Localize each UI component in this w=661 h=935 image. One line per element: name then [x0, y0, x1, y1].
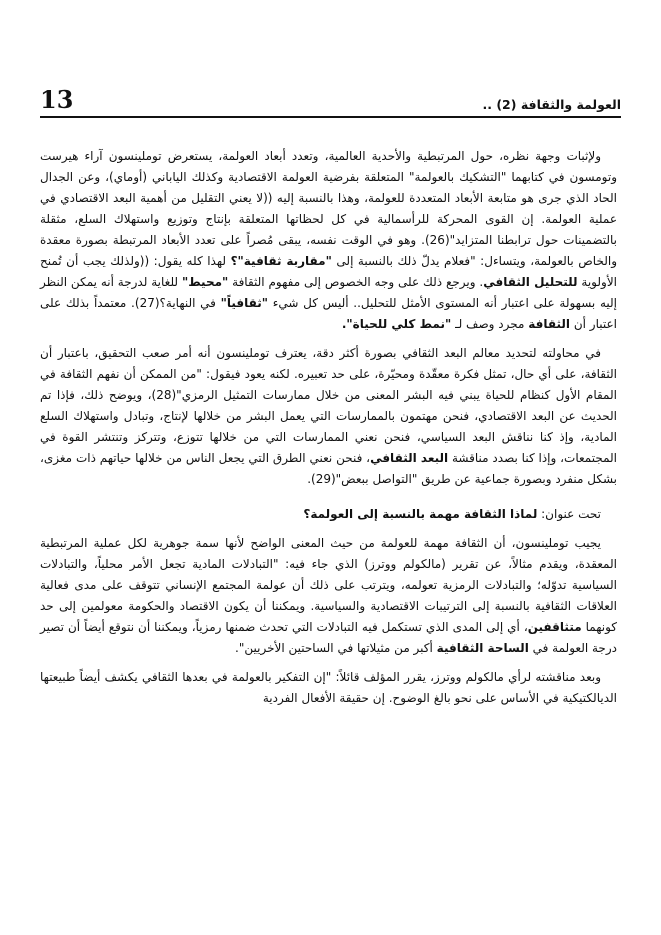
text-run: يجيب توملينسون، أن الثقافة مهمة للعولمة من حيث المعنى الواضح لأنها سمة جوهرية لكل عملية المرتبطية المعقدة، ويقدم مثالاً، عن تقرير (مالكولم ووترز) الذي جاء فيه: "التبادلات المادية تجعل الأمر محلياً، والتبادلات السياسية تدوّله؛ والتبادلات الرمزية تعولمه، ويترتب على ذلك أن عولمة المجتمع الإنساني تتوقف على مدى فعالية العلاقات الثقافية بالنسبة إلى الترتيبات الاقتصادية والسياسية. ويمكننا أن يكون الاقتصاد والحكومة معولمين إلى حد كونهما — [40, 536, 618, 634]
section-heading — [40, 504, 617, 525]
text-run: مجرد وصف لـ — [451, 317, 529, 331]
text-run: وبعد مناقشته لرأي مالكولم ووترز، يقرر المؤلف قائلاً: "إن التفكير بالعولمة في بعدها الثقافي يكشف أيضاً طبيعتها الديالكتيكية في الأساس على نحو بالغ الوضوح. إن حقيقة الأفعال الفردية — [40, 670, 617, 705]
bold-phrase: "ثقافياً" — [220, 296, 269, 310]
bold-phrase: الثقافة — [528, 317, 571, 331]
bold-phrase: "مقاربة ثقافية"؟ — [230, 254, 332, 268]
text-run: أكبر من مثيلاتها في الساحتين الأخريين". — [235, 641, 437, 655]
bold-phrase: "محيط" — [181, 275, 229, 289]
text-run: تحت عنوان: — [537, 507, 601, 521]
body-text — [40, 146, 617, 709]
text-run: ولإثبات وجهة نظره، حول المرتبطية والأحدية العالمية، وتعدد أبعاد العولمة، يستعرض توملينسون آراء هيرست وتومسون في كتابهما "التشكيك بالعولمة" المتعلقة بفرضية العولمة الاقتصادية وكذلك الياباني (أوماي)، وعن الجدال الحاد الذي جرى هو متابعة الأبعاد المتعددة للعولمة، وهذا بالنسبة إليه ((لا يعني التقليل من أهمية البعد الاقتصادي في عملية العولمة. إن القوى المحركة للرأسمالية في كل لحظاتها المتعلقة بإنتاج وتوزيع واستهلاك السلع، مثقلة بالتضمينات حول ترابطنا المتزايد"(26). وهو في الوقت نفسه، يبقى مُصراً على تعدد الأبعاد المرتبطة بصورة معقدة والخاص بالعولمة، ويتساءل: "فعلام يدلّ ذلك بالنسبة إلى — [40, 149, 617, 268]
bold-phrase: الساحة الثقافية — [436, 641, 529, 655]
text-run: ، فنحن نعني الطرق التي يجعل الناس من خلالها حياتهم ذات مغزى، بشكل منفرد وبصورة جماعية عن طريق "التواصل ببعض"(29). — [40, 451, 617, 486]
bold-phrase: للتحليل الثقافي — [483, 275, 578, 289]
paragraph — [40, 146, 617, 335]
text-run: للغاية لدرجة أنه يمكن النظر إليه بسهولة على اعتبار أنه المستوى الأمثل للتحليل.. أليس كل شيء — [40, 275, 617, 310]
text-run: في النهاية؟(27). معتمداً بذلك على اعتبار أن — [40, 296, 617, 331]
paragraph — [40, 533, 617, 659]
running-title: العولمة والثقافة (2) .. — [482, 97, 621, 112]
bold-phrase: متثاقفين — [527, 620, 582, 634]
text-run: . ويرجع ذلك على وجه الخصوص إلى مفهوم الثقافة — [228, 275, 484, 289]
text-run: ، أي إلى المدى الذي تستكمل فيه التبادلات التي تحدث ضمنها رمزياً، ويمكننا أن نتوقع أيضاً أن تصير درجة العولمة في — [40, 620, 617, 655]
bold-phrase: لماذا الثقافة مهمة بالنسبة إلى العولمة؟ — [303, 507, 538, 521]
page-header — [40, 82, 621, 112]
bold-phrase: "نمط كلي للحياة". — [341, 317, 452, 331]
text-run: في محاولته لتحديد معالم البعد الثقافي بصورة أكثر دقة، يعترف توملينسون أنه أمر صعب التحقيق، باعتبار أن الثقافة، على أي حال، تمثل فكرة معقّدة ومحيّرة، على حد تعبيره. لكنه يعود فيقول: "من الممكن أن نفهم الثقافة في المقام الأول كنظام للحياة يبني فيه البشر المعنى من خلال ممارسات التمثيل الرمزي"(28)، ويوضح ذلك، فإذا تم الحديث عن البعد الاقتصادي، فنحن مهتمون بالممارسات التي يعمل البشر من خلالها لإنتاج، وتبادل واستهلاك السلع المادية، وإذ كنا نناقش البعد السياسي، فنحن نعني الممارسات التي من خلالها تتوزع، وتتركز وتنتشر القوة في المجتمعات، وإذا كنا بصدد مناقشة — [40, 346, 618, 465]
paragraph — [40, 343, 617, 490]
header-rule — [40, 116, 621, 118]
bold-phrase: البعد الثقافي — [370, 451, 449, 465]
page-number: 13 — [40, 85, 74, 114]
text-run: لهذا كله يقول: ((ولذلك يجب أن تُمنح الأولوية — [40, 254, 618, 289]
paragraph — [40, 667, 617, 709]
